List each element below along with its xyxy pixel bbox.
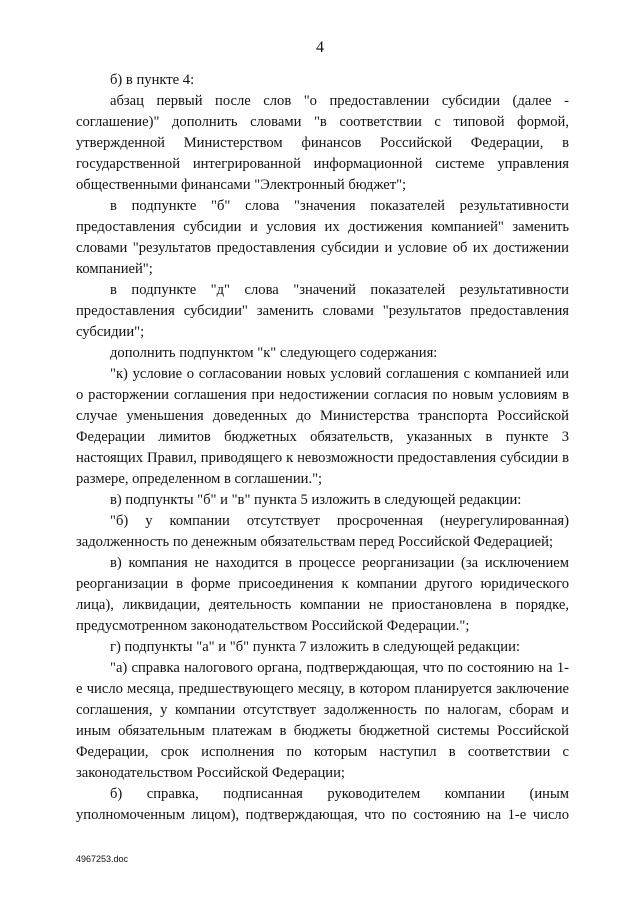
paragraph-item-b-heading: б) в пункте 4:	[110, 72, 195, 88]
paragraph-subitem-k-text: "к) условие о согласовании новых условий соглашения с компанией или о расторжении соглашения при недостижении согласия по новым условиям в случае уменьшения доведенных до Министерства транспорта Российской Федерации лимитов бюджетных обязательств, указанных в пункте 3 настоящих Правил, приводящего к невозможности предоставления субсидии в размере, определенном в соглашении.";	[76, 366, 569, 487]
paragraph-add-subitem-k: дополнить подпунктом "к" следующего содержания:	[110, 345, 438, 361]
page-number: 4	[316, 39, 324, 56]
document-body	[76, 70, 569, 826]
paragraph-new-subitem-v: в) компания не находится в процессе реорганизации (за исключением реорганизации в форме присоединения к компании другого юридического лица), ликвидации, деятельность компании не приостановлена в порядке, предусмотренном законодательством Российской Федерации.";	[76, 555, 569, 634]
paragraph-new-subitem-b-certificate: б) справка, подписанная руководителем компании (иным уполномоченным лицом), подтверждающая, что по состоянию на 1-е число	[76, 786, 569, 823]
footer-document-code: 4967253.doc	[76, 854, 129, 864]
paragraph-new-subitem-a: "а) справка налогового органа, подтверждающая, что по состоянию на 1-е число месяца, предшествующего месяцу, в котором планируется заключение соглашения, у компании отсутствует задолженность по налогам, сборам и иным обязательным платежам в бюджеты бюджетной системы Российской Федерации, срок исполнения по которым наступил в соответствии с законодательством Российской Федерации;	[76, 660, 569, 781]
paragraph-subitem-d: в подпункте "д" слова "значений показателей результативности предоставления субсидии" заменить словами "результатов предоставления субсидии";	[76, 282, 569, 340]
paragraph-item-v-heading: в) подпункты "б" и "в" пункта 5 изложить в следующей редакции:	[110, 492, 522, 508]
paragraph-first-abzac: абзац первый после слов "о предоставлении субсидии (далее - соглашение)" дополнить словами "в соответствии с типовой формой, утвержденной Министерством финансов Российской Федерации, в государственной интегрированной информационной системе управления общественными финансами "Электронный бюджет";	[76, 93, 569, 193]
paragraph-item-g-heading: г) подпункты "а" и "б" пункта 7 изложить в следующей редакции:	[110, 639, 520, 655]
paragraph-subitem-b: в подпункте "б" слова "значения показателей результативности предоставления субсидии и условия их достижения компанией" заменить словами "результатов предоставления субсидии и условие об их достижении компанией";	[76, 198, 569, 277]
paragraph-new-subitem-b: "б) у компании отсутствует просроченная (неурегулированная) задолженность по денежным обязательствам перед Российской Федерацией;	[76, 513, 569, 550]
